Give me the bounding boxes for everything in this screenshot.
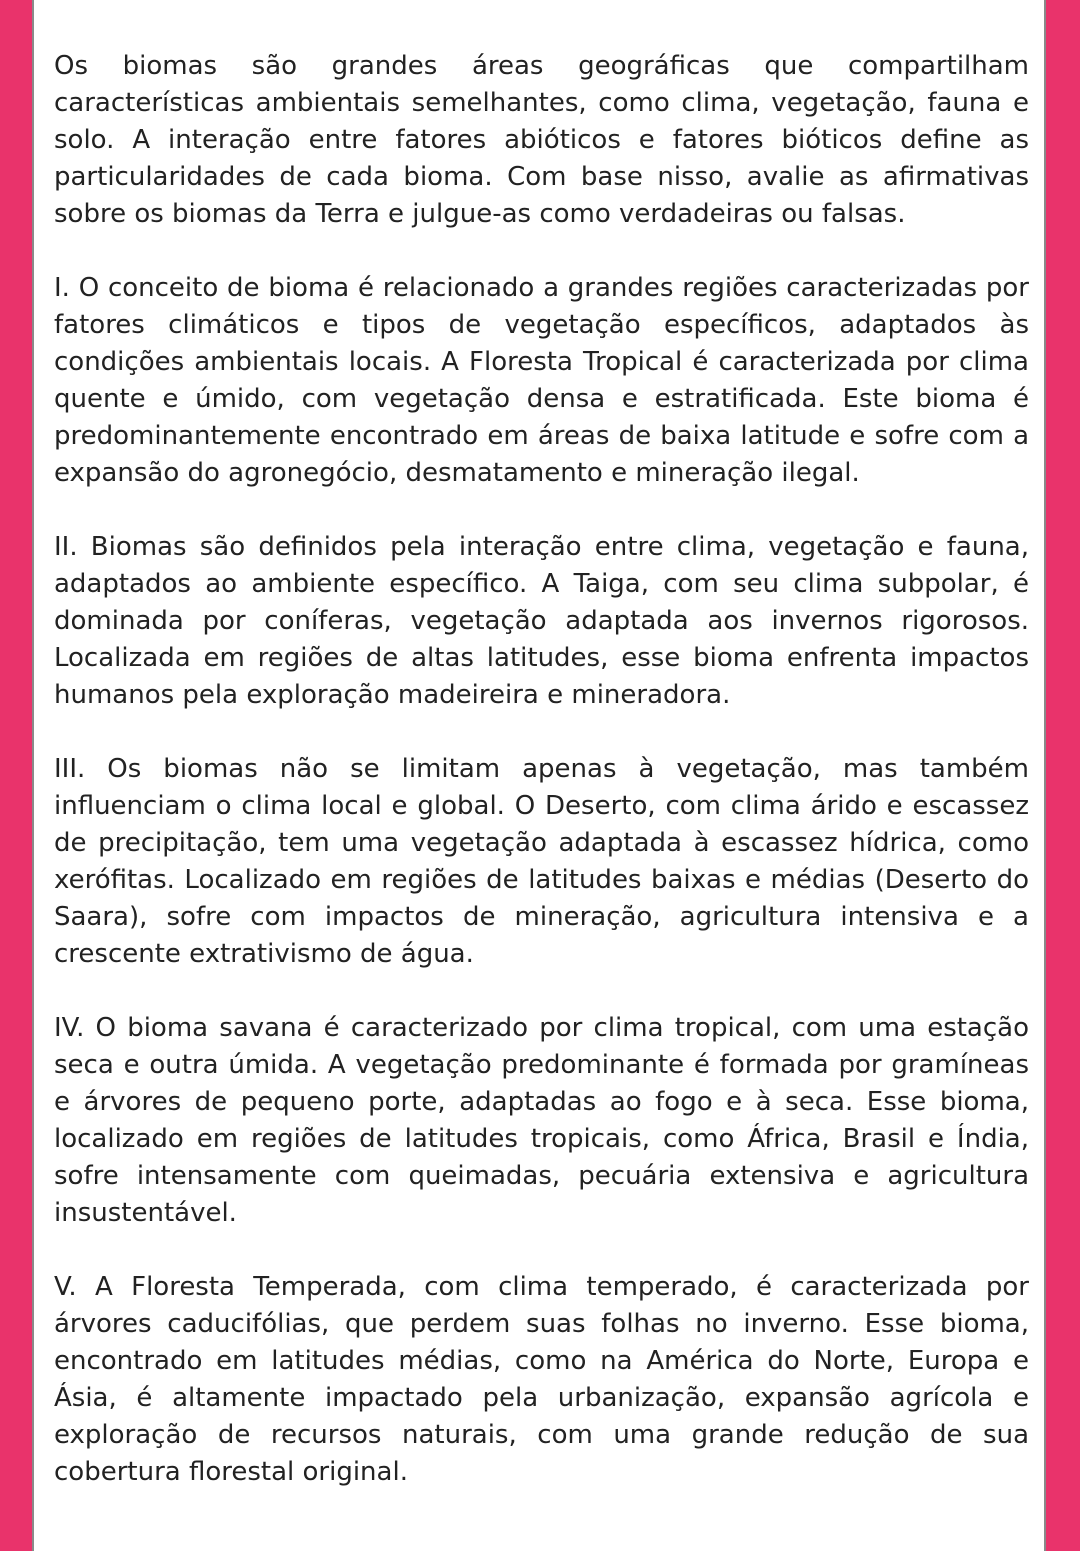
statement-iii: III. Os biomas não se limitam apenas à vegetação, mas também influenciam o clima local e global. O Deserto, com clima árido e escassez de precipitação, tem uma vegetação adaptada à escassez hídrica, como xerófitas. Localizado em regiões de latitudes baixas e médias (Deserto do Saara), sofre com impactos de mineração, agricultura intensiva e a crescente extrativismo de água. [54,754,1029,969]
document-body [54,48,1029,1491]
statement-i: I. O conceito de bioma é relacionado a grandes regiões caracterizadas por fatores climáticos e tipos de vegetação específicos, adaptados às condições ambientais locais. A Floresta Tropical é caracterizada por clima quente e úmido, com vegetação densa e estratificada. Este bioma é predominantemente encontrado em áreas de baixa latitude e sofre com a expansão do agronegócio, desmatamento e mineração ilegal. [54,273,1029,488]
document-page [32,0,1046,1551]
statement-ii: II. Biomas são definidos pela interação entre clima, vegetação e fauna, adaptados ao ambiente específico. A Taiga, com seu clima subpolar, é dominada por coníferas, vegetação adaptada aos invernos rigorosos. Localizada em regiões de altas latitudes, esse bioma enfrenta impactos humanos pela exploração madeireira e mineradora. [54,532,1029,710]
statement-iv: IV. O bioma savana é caracterizado por clima tropical, com uma estação seca e outra úmida. A vegetação predominante é formada por gramíneas e árvores de pequeno porte, adaptadas ao fogo e à seca. Esse bioma, localizado em regiões de latitudes tropicais, como África, Brasil e Índia, sofre intensamente com queimadas, pecuária extensiva e agricultura insustentável. [54,1013,1029,1228]
intro-paragraph: Os biomas são grandes áreas geográficas que compartilham características ambientais semelhantes, como clima, vegetação, fauna e solo. A interação entre fatores abióticos e fatores bióticos define as particularidades de cada bioma. Com base nisso, avalie as afirmativas sobre os biomas da Terra e julgue-as como verdadeiras ou falsas. [54,51,1029,229]
statement-v: V. A Floresta Temperada, com clima temperado, é caracterizada por árvores caducifólias, que perdem suas folhas no inverno. Esse bioma, encontrado em latitudes médias, como na América do Norte, Europa e Ásia, é altamente impactado pela urbanização, expansão agrícola e exploração de recursos naturais, com uma grande redução de sua cobertura florestal original. [54,1272,1029,1487]
